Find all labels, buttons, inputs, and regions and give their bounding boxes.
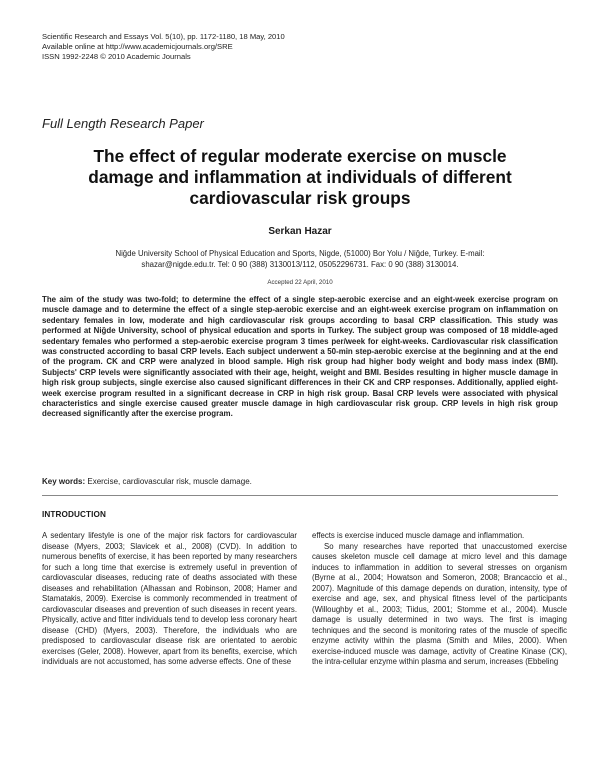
introduction-heading: INTRODUCTION (42, 510, 106, 519)
keywords (42, 477, 558, 486)
title-line: cardiovascular risk groups (189, 188, 411, 208)
title-line: The effect of regular moderate exercise on muscle (93, 146, 507, 166)
journal-issn: ISSN 1992-2248 © 2010 Academic Journals (42, 52, 191, 61)
journal-info (42, 32, 285, 62)
body-paragraph: So many researches have reported that unaccustomed exercise causes skeleton muscle cell damage at micro level and this damage induces to inflammation in addition to several stresses on organism (Byrne at al., 2004; Howatson and Someron, 2008; Brancaccio et al., 2007). Magnitude of this damage depends on duration, intensity, type of exercise and age, sex, and physical fitness level of the participants (Willoughby et al., 2003; Tiidus, 2001; Stomme et al., 2004). Muscle damage is usually determined in two ways. The first is imaging techniques and the second is monitoring rates of the muscle of specific enzyme activity within the plasma (Smith and Miles, 2000). When exercise-induced muscle was damage, activity of Creatine Kinase (CK), the intra-cellular enzyme within plasma and serum, increases (Ebbeling (312, 541, 567, 666)
keywords-label: Key words: (42, 477, 86, 486)
affiliation-contact: shazar@nigde.edu.tr. Tel: 0 90 (388) 3130013/112, 05052296731. Fax: 0 90 (388) 3130014. (141, 259, 459, 269)
paper-type: Full Length Research Paper (42, 116, 204, 131)
paper-title (42, 146, 558, 209)
body-column-left (42, 531, 297, 769)
title-line: damage and inflammation at individuals of different (88, 167, 512, 187)
body-column-right (312, 531, 567, 769)
body-paragraph: effects is exercise induced muscle damage and inflammation. (312, 531, 525, 540)
accepted-date: Accepted 22 April, 2010 (267, 279, 333, 286)
affiliation-line: Niğde University School of Physical Education and Sports, Nigde, (51000) Bor Yolu / Niğde, Turkey. E-mail: (115, 249, 485, 258)
author-name: Serkan Hazar (268, 226, 332, 237)
section-divider (42, 495, 558, 496)
journal-citation: Scientific Research and Essays Vol. 5(10), pp. 1172-1180, 18 May, 2010 (42, 32, 285, 41)
journal-url: Available online at http://www.academicjournals.org/SRE (42, 42, 233, 51)
abstract: The aim of the study was two-fold; to determine the effect of a single step-aerobic exercise and an eight-week exercise program on muscle damage and to determine the effect of a single step-aerobic exercise and an eight-week exercise program on inflammation on sedentary females in low, moderate and high cardiovascular risk groups according to basal CRP classification. This study was performed at Niğde University, school of physical education and sports in Turkey. The subject group was composed of 18 middle-aged sedentary females who performed a step-aerobic exercise program 3 times per/week for eight-weeks. Cardiovascular risk classification was constructed according to basal CRP levels. Each subject underwent a 50-min step-aerobic exercise at the beginning and at the end of the program. CK and CRP were analyzed in blood sample. High risk group had higher body weight and body mass index (BMI). Subjects' CRP levels were significantly associated with their age, height, weight and BMI. Besides resulting in higher muscle damage in high risk group subjects, single exercise also caused significant differences in their CK and CRP responses. Additionally, applied eight-week exercise program resulted in a significant decrease in CRP in high risk group. Basal CRP levels were associated with physical characteristics and single exercise caused greater muscle damage in high cardiovascular risk group. CRP levels in high risk group decreased significantly after the exercise program. (42, 295, 558, 419)
body-paragraph: A sedentary lifestyle is one of the major risk factors for cardiovascular disease (Myers, 2003; Slavicek et al., 2008) (CVD). In addition to numerous benefits of exercise, it has been reported by many researchers for such a long time that exercise is extremely useful in prevention of cardiovascular diseases, reducing rate of deaths associated with these diseases and rehabilitation (Alhassan and Robinson, 2008; Hamer and Stamatakis, 2009). Exercise is commonly recommended in treatment of cardiovascular diseases and prevention of such diseases in recent years. Physically, active and fitter individuals tend to develop less coronary heart disease (CHD) (Myers, 2003). Therefore, the individuals who are predisposed to cardiovascular disease risk are orientated to aerobic exercises (Geler, 2008). However, apart from its benefits, exercise, which individuals are not accustomed, has some adverse effects. One of these (42, 531, 297, 666)
author-affiliation (42, 249, 558, 270)
keywords-text: Exercise, cardiovascular risk, muscle damage. (87, 477, 252, 486)
